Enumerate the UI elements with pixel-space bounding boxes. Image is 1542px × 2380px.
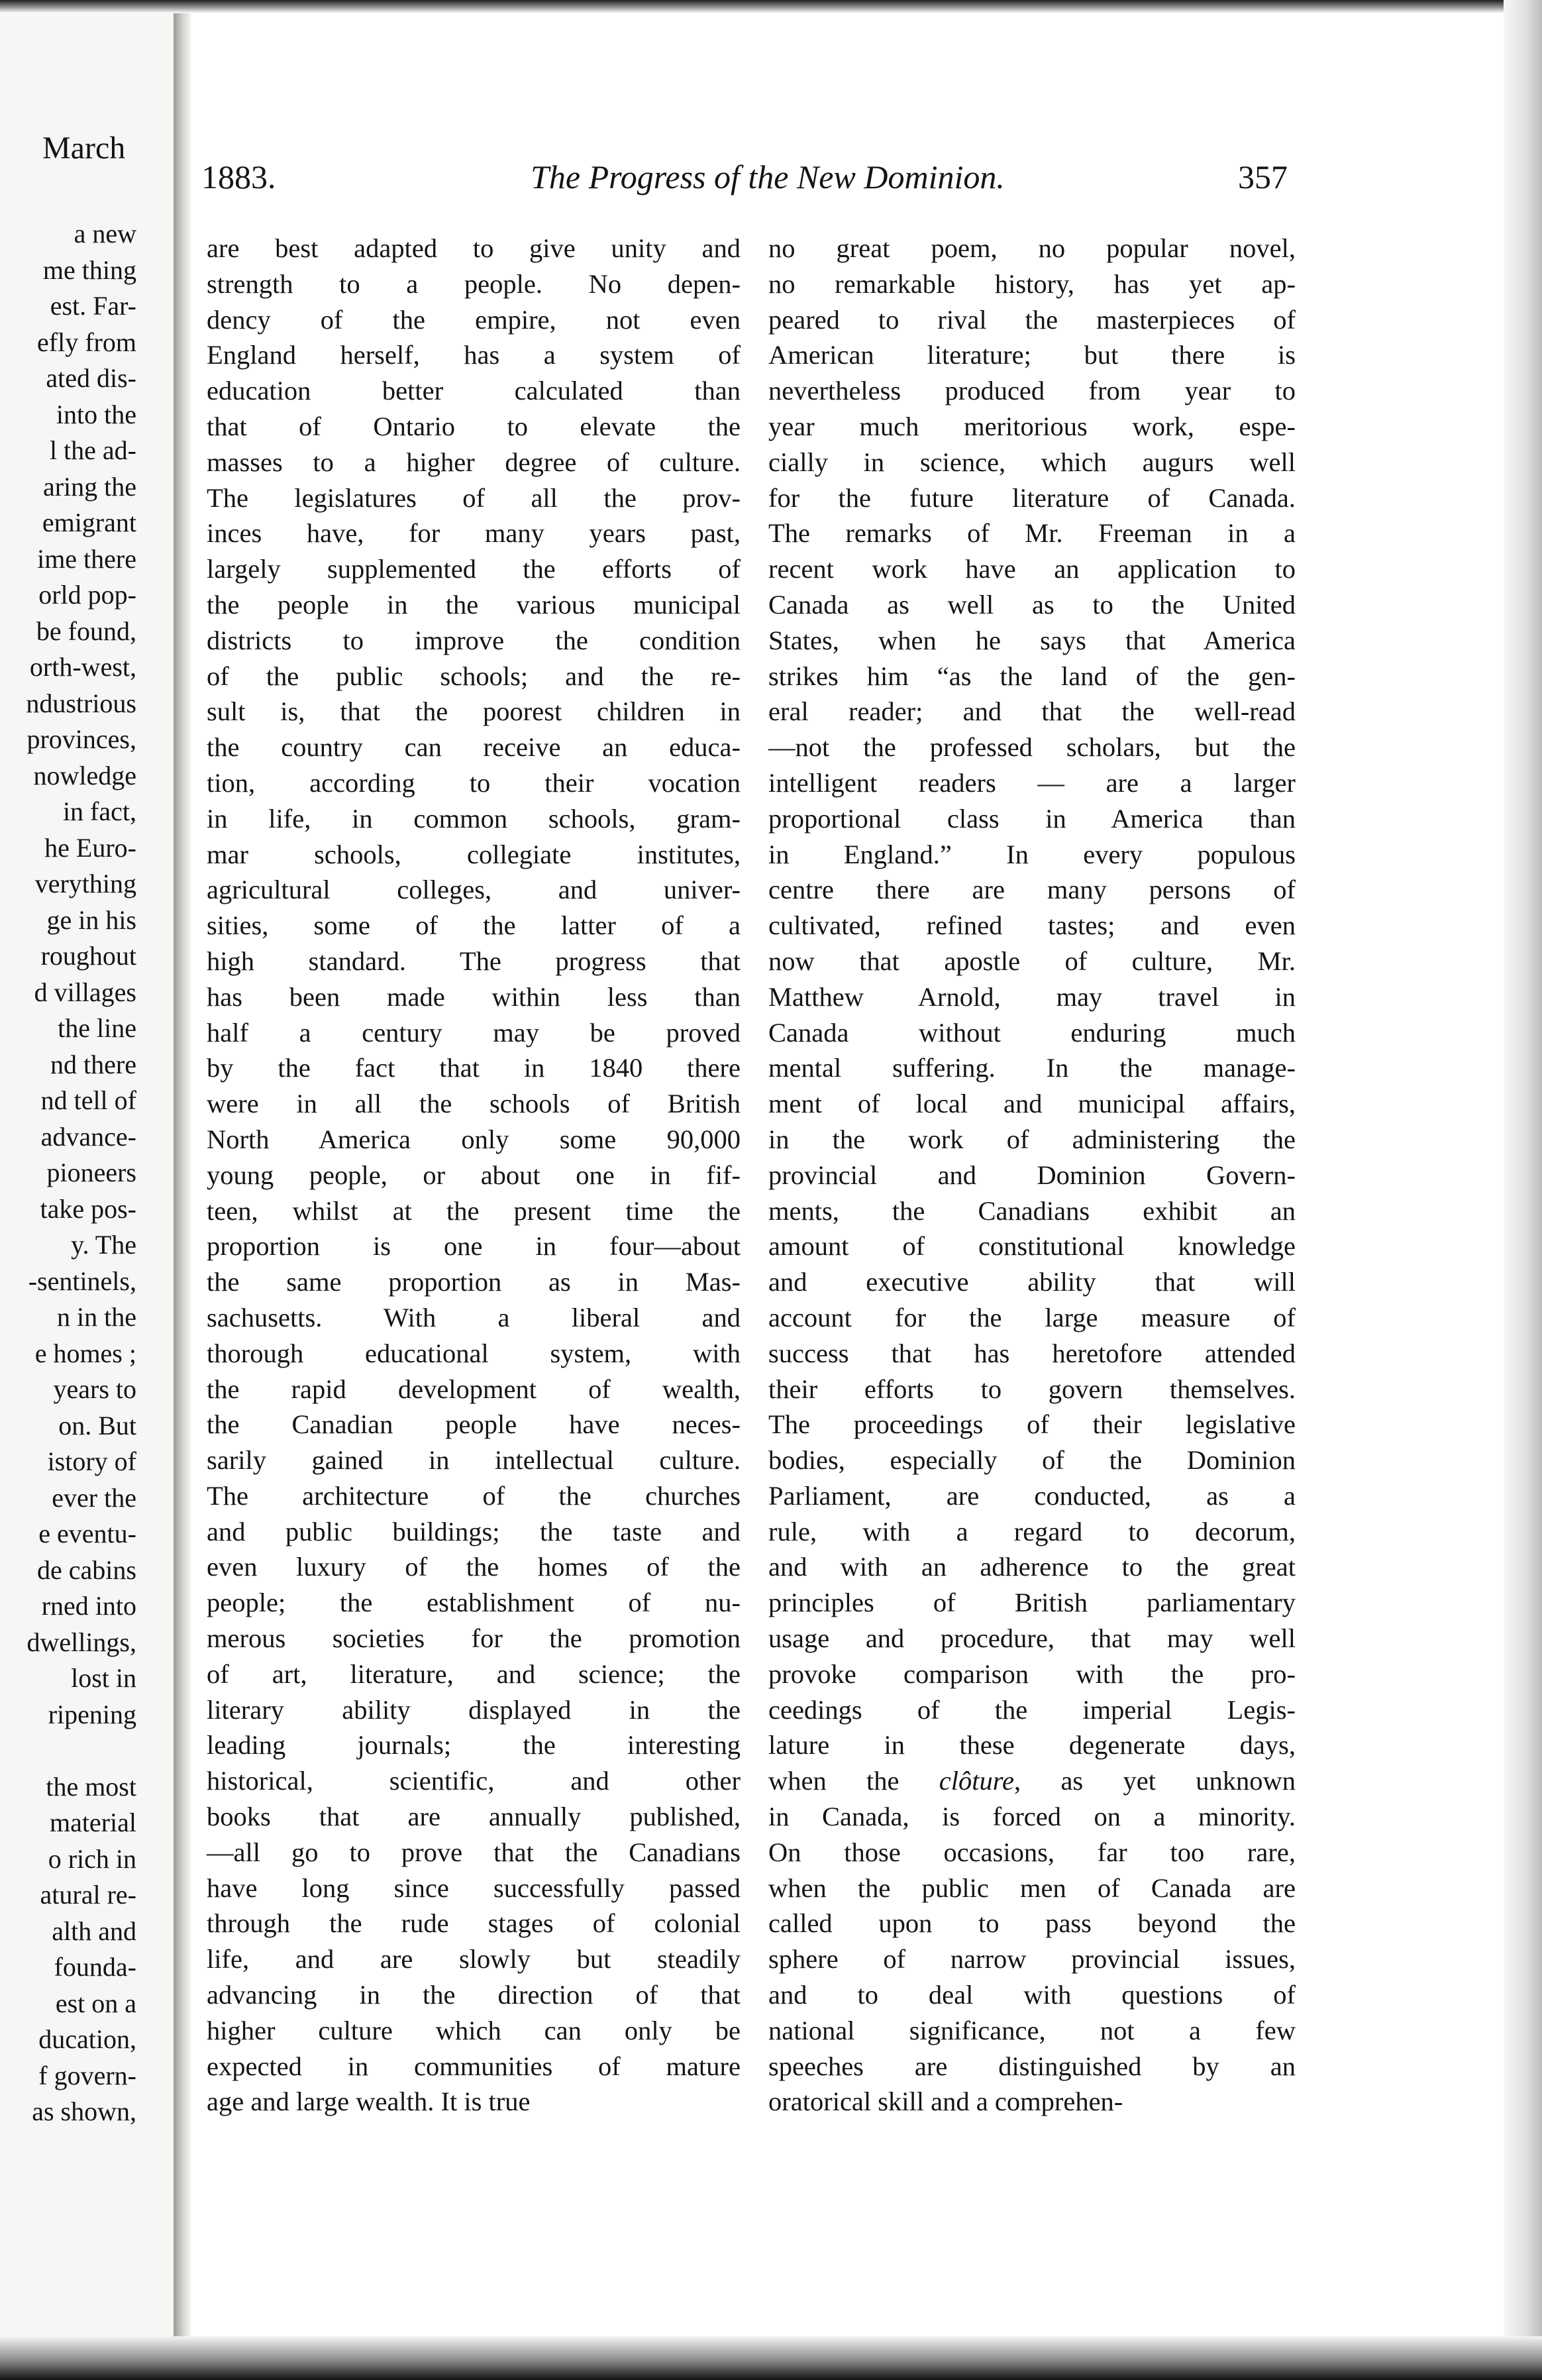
text-line: founda-: [54, 1952, 136, 1982]
text-line: proportion is one in four—about: [207, 1231, 741, 1262]
text-line: ducation,: [38, 2024, 136, 2054]
text-line: The architecture of the churches: [207, 1480, 741, 1511]
text-line: leading journals; the interesting: [207, 1730, 741, 1760]
text-line: nd tell of: [40, 1085, 136, 1115]
text-line: ndustrious: [26, 688, 136, 718]
text-line: lost in: [71, 1663, 136, 1693]
text-line: recent work have an application to: [768, 554, 1296, 584]
text-line: year much meritorious work, espe-: [768, 411, 1296, 441]
text-line: sult is, that the poorest children in: [207, 696, 741, 727]
text-line: the same proportion as in Mas-: [207, 1267, 741, 1297]
text-line: rule, with a regard to decorum,: [768, 1516, 1296, 1546]
text-line: Parliament, are conducted, as a: [768, 1480, 1296, 1511]
text-line: f govern-: [38, 2060, 136, 2090]
text-line: roughout: [40, 941, 136, 971]
text-line: age and large wealth. It is true: [207, 2086, 531, 2117]
text-line: as shown,: [32, 2096, 136, 2126]
text-line: teen, whilst at the present time the: [207, 1195, 741, 1226]
text-line: sities, some of the latter of a: [207, 910, 741, 941]
text-line: provinces,: [26, 724, 136, 754]
text-line: books that are annually published,: [207, 1802, 741, 1832]
text-line: and to deal with questions of: [768, 1980, 1296, 2010]
text-line: through the rude stages of colonial: [207, 1908, 741, 1939]
text-line: agricultural colleges, and univer-: [207, 875, 741, 905]
text-line: the people in the various municipal: [207, 589, 741, 620]
text-line: that of Ontario to elevate the: [207, 411, 741, 441]
text-line: ripening: [48, 1699, 136, 1729]
text-line: proportional class in America than: [768, 803, 1296, 834]
text-line: largely supplemented the efforts of: [207, 554, 741, 584]
text-line: expected in communities of mature: [207, 2051, 741, 2081]
text-line: advance-: [40, 1121, 136, 1152]
header-year: 1883.: [201, 158, 276, 195]
text-line: and public buildings; the taste and: [207, 1516, 741, 1546]
text-line: advancing in the direction of that: [207, 1980, 741, 2010]
text-line: people; the establishment of nu-: [207, 1588, 741, 1618]
page-number: 357: [1238, 158, 1288, 195]
text-line: [0, 1733, 136, 1769]
text-line: ge in his: [46, 904, 136, 935]
text-line: alth and: [52, 1916, 136, 1946]
text-line: pioneers: [46, 1158, 136, 1187]
text-line: The proceedings of their legislative: [768, 1409, 1296, 1440]
page-edge-shadow: [1504, 0, 1542, 2380]
text-line: life, and are slowly but steadily: [207, 1944, 741, 1974]
text-line: e eventu-: [38, 1519, 136, 1548]
text-line: sphere of narrow provincial issues,: [768, 1944, 1296, 1974]
text-line: n in the: [57, 1302, 136, 1332]
text-line: cially in science, which augurs well: [768, 447, 1296, 477]
text-line: in the work of administering the: [768, 1124, 1296, 1154]
text-line: ated dis-: [46, 363, 136, 393]
text-line: no remarkable history, has yet ap-: [768, 268, 1296, 299]
text-line: are best adapted to give unity and: [207, 233, 741, 263]
text-line: oratorical skill and a comprehen-: [768, 2086, 1123, 2117]
book-gutter: [174, 0, 191, 2380]
text-line: de cabins: [37, 1554, 136, 1585]
text-line: by the fact that in 1840 there: [207, 1053, 741, 1083]
text-line: y. The: [71, 1230, 136, 1260]
text-line: cultivated, refined tastes; and even: [768, 910, 1296, 941]
text-line: istory of: [47, 1446, 136, 1476]
text-line: peared to rival the masterpieces of: [768, 304, 1296, 335]
text-line: national significance, not a few: [768, 2015, 1296, 2045]
running-header: [201, 154, 1288, 200]
text-line: provincial and Dominion Govern-: [768, 1160, 1296, 1190]
text-line: usage and procedure, that may well: [768, 1623, 1296, 1654]
text-line: districts to improve the condition: [207, 625, 741, 655]
text-line: their efforts to govern themselves.: [768, 1374, 1296, 1404]
text-line: e homes ;: [34, 1338, 136, 1368]
text-line: mar schools, collegiate institutes,: [207, 839, 741, 869]
text-line: amount of constitutional knowledge: [768, 1231, 1296, 1262]
text-line: even luxury of the homes of the: [207, 1552, 741, 1582]
text-line: of the public schools; and the re-: [207, 661, 741, 691]
text-line: eral reader; and that the well-read: [768, 696, 1296, 727]
text-line: young people, or about one in fif-: [207, 1160, 741, 1190]
text-line: ments, the Canadians exhibit an: [768, 1195, 1296, 1226]
text-line: dwellings,: [26, 1627, 136, 1657]
text-line: efly from: [37, 327, 136, 357]
text-line: ceedings of the imperial Legis-: [768, 1694, 1296, 1725]
text-line: no great poem, no popular novel,: [768, 233, 1296, 263]
text-line: education better calculated than: [207, 376, 741, 406]
text-line: in Canada, is forced on a minority.: [768, 1802, 1296, 1832]
text-line: centre there are many persons of: [768, 875, 1296, 905]
text-line: dency of the empire, not even: [207, 304, 741, 335]
bottom-scan-shadow: [0, 2336, 1542, 2380]
text-line: thorough educational system, with: [207, 1338, 741, 1368]
top-scan-shadow: [0, 0, 1542, 13]
text-line: and with an adherence to the great: [768, 1552, 1296, 1582]
text-line: orld pop-: [38, 580, 136, 610]
text-line: d villages: [34, 977, 136, 1007]
text-line: provoke comparison with the pro-: [768, 1658, 1296, 1689]
text-line: On those occasions, far too rare,: [768, 1837, 1296, 1867]
text-line: ment of local and municipal affairs,: [768, 1089, 1296, 1119]
text-line: be found,: [36, 616, 136, 646]
text-line: The legislatures of all the prov-: [207, 482, 741, 513]
text-line: inces have, for many years past,: [207, 518, 741, 549]
text-line: the country can receive an educa-: [207, 732, 741, 763]
text-line: speeches are distinguished by an: [768, 2051, 1296, 2081]
text-line: verything: [34, 869, 136, 898]
text-line: take pos-: [40, 1193, 136, 1224]
text-line: tion, according to their vocation: [207, 767, 741, 798]
text-line: The remarks of Mr. Freeman in a: [768, 518, 1296, 549]
text-line: aring the: [42, 471, 136, 502]
previous-page-header: March: [42, 131, 126, 166]
text-line: —not the professed scholars, but the: [768, 732, 1296, 763]
text-line: the rapid development of wealth,: [207, 1374, 741, 1404]
text-line: the Canadian people have neces-: [207, 1409, 741, 1440]
text-line: in England.” In every populous: [768, 839, 1296, 869]
text-line: Canada without enduring much: [768, 1017, 1296, 1048]
text-line: nowledge: [33, 760, 136, 790]
text-line: when the clôture, as yet unknown: [768, 1766, 1296, 1796]
text-line: atural re-: [40, 1880, 136, 1910]
text-line: nevertheless produced from year to: [768, 376, 1296, 406]
text-line: strength to a people. No depen-: [207, 268, 741, 299]
text-line: historical, scientific, and other: [207, 1766, 741, 1796]
text-line: has been made within less than: [207, 981, 741, 1012]
text-line: merous societies for the promotion: [207, 1623, 741, 1654]
text-line: when the public men of Canada are: [768, 1872, 1296, 1903]
text-line: the line: [58, 1013, 136, 1043]
text-line: rned into: [41, 1591, 136, 1621]
text-line: est. Far-: [50, 291, 136, 321]
text-line: high standard. The progress that: [207, 946, 741, 976]
text-line: into the: [56, 399, 136, 429]
text-line: est on a: [55, 1988, 136, 2018]
text-line: and executive ability that will: [768, 1267, 1296, 1297]
text-line: success that has heretofore attended: [768, 1338, 1296, 1368]
text-line: in fact,: [62, 796, 136, 826]
text-line: of art, literature, and science; the: [207, 1658, 741, 1689]
text-line: masses to a higher degree of culture.: [207, 447, 741, 477]
text-line: l the ad-: [49, 435, 136, 465]
text-line: me thing: [42, 254, 136, 285]
text-line: a new: [74, 219, 136, 248]
text-line: emigrant: [42, 508, 136, 537]
text-line: strikes him “as the land of the gen-: [768, 661, 1296, 691]
text-line: ever the: [52, 1482, 136, 1513]
text-line: nd there: [50, 1049, 136, 1079]
text-line: account for the large measure of: [768, 1302, 1296, 1332]
text-line: North America only some 90,000: [207, 1124, 741, 1154]
text-line: American literature; but there is: [768, 340, 1296, 370]
text-line: England herself, has a system of: [207, 340, 741, 370]
text-line: —all go to prove that the Canadians: [207, 1837, 741, 1867]
text-line: were in all the schools of British: [207, 1089, 741, 1119]
text-line: have long since successfully passed: [207, 1872, 741, 1903]
text-line: the most: [46, 1771, 136, 1802]
text-line: literary ability displayed in the: [207, 1694, 741, 1725]
text-line: bodies, especially of the Dominion: [768, 1445, 1296, 1476]
text-line: sachusetts. With a liberal and: [207, 1302, 741, 1332]
text-line: material: [49, 1808, 136, 1837]
text-line: orth-west,: [29, 652, 136, 682]
text-line: years to: [53, 1374, 136, 1404]
text-line: -sentinels,: [28, 1266, 136, 1296]
text-line: sarily gained in intellectual culture.: [207, 1445, 741, 1476]
right-text-column: [768, 231, 1296, 2120]
text-line: higher culture which can only be: [207, 2015, 741, 2045]
left-text-column: [207, 231, 741, 2120]
text-line: for the future literature of Canada.: [768, 482, 1296, 513]
text-line: intelligent readers — are a larger: [768, 767, 1296, 798]
header-title: The Progress of the New Dominion.: [531, 158, 1005, 195]
text-line: in life, in common schools, gram-: [207, 803, 741, 834]
text-line: he Euro-: [44, 832, 136, 863]
previous-page-fragment: [0, 0, 174, 2380]
text-line: o rich in: [48, 1843, 136, 1874]
text-line: on. But: [58, 1410, 136, 1440]
text-line: half a century may be proved: [207, 1017, 741, 1048]
text-line: Matthew Arnold, may travel in: [768, 981, 1296, 1012]
text-line: Canada as well as to the United: [768, 589, 1296, 620]
text-line: mental suffering. In the manage-: [768, 1053, 1296, 1083]
text-line: lature in these degenerate days,: [768, 1730, 1296, 1760]
text-line: States, when he says that America: [768, 625, 1296, 655]
text-line: now that apostle of culture, Mr.: [768, 946, 1296, 976]
text-line: called upon to pass beyond the: [768, 1908, 1296, 1939]
text-line: ime there: [37, 543, 136, 574]
previous-page-text-column: [0, 216, 136, 2130]
text-line: principles of British parliamentary: [768, 1588, 1296, 1618]
